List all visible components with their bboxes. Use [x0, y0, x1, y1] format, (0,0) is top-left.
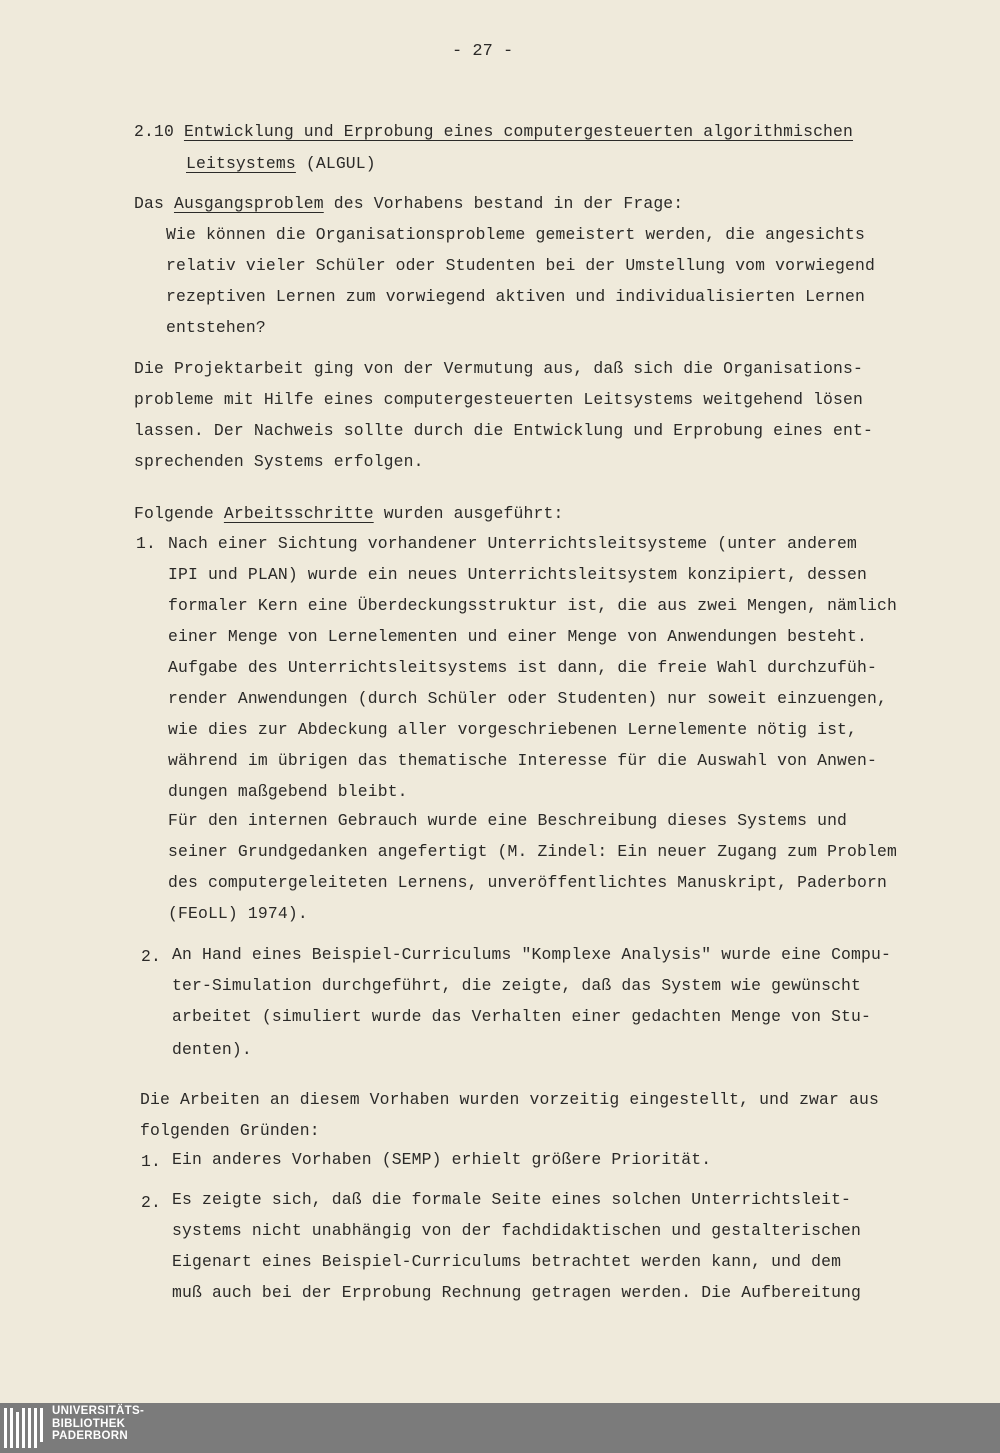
- paragraph-line: Die Projektarbeit ging von der Vermutung aus, daß sich die Organisations-: [134, 359, 863, 378]
- intro-sentence: [134, 194, 683, 213]
- step-line: einer Menge von Lernelementen und einer Menge von Anwendungen besteht.: [168, 627, 868, 646]
- question-line: relativ vieler Schüler oder Studenten bei der Umstellung vom vorwiegend: [166, 256, 876, 275]
- paragraph-line: probleme mit Hilfe eines computergesteuerten Leitsystems weitgehend lösen: [134, 390, 863, 409]
- step-line: render Anwendungen (durch Schüler oder Studenten) nur soweit einzuengen,: [168, 689, 887, 708]
- paragraph-line: sprechenden Systems erfolgen.: [134, 452, 424, 471]
- step-line: Für den internen Gebrauch wurde eine Beschreibung dieses Systems und: [168, 811, 848, 830]
- section-title-line-1: Entwicklung und Erprobung eines computergesteuerten algorithmischen: [183, 122, 854, 141]
- section-heading-line-2: [186, 154, 376, 173]
- section-number: 2.10: [134, 122, 174, 141]
- reason-line: systems nicht unabhängig von der fachdidaktischen und gestalterischen: [172, 1221, 862, 1240]
- intro-underlined-term: Ausgangsproblem: [173, 194, 324, 213]
- paragraph-line: lassen. Der Nachweis sollte durch die Entwicklung und Erprobung eines ent-: [134, 421, 873, 440]
- library-logo-icon: [2, 1406, 46, 1450]
- intro-prefix: Das: [134, 194, 164, 213]
- step-line: formaler Kern eine Überdeckungsstruktur ist, die aus zwei Mengen, nämlich: [168, 596, 897, 615]
- paragraph-line: Die Arbeiten an diesem Vorhaben wurden vorzeitig eingestellt, und zwar aus: [140, 1090, 879, 1109]
- steps-intro-underlined-term: Arbeitsschritte: [223, 504, 374, 523]
- question-line: rezeptiven Lernen zum vorwiegend aktiven und individualisierten Lernen: [166, 287, 866, 306]
- page-number: - 27 -: [452, 42, 514, 61]
- step-line: wie dies zur Abdeckung aller vorgeschriebenen Lernelemente nötig ist,: [168, 720, 858, 739]
- step-line: (FEoLL) 1974).: [168, 904, 308, 923]
- question-line: entstehen?: [166, 318, 266, 337]
- step-line: während im übrigen das thematische Interesse für die Auswahl von Anwen-: [168, 751, 878, 770]
- step-line: Aufgabe des Unterrichtsleitsystems ist dann, die freie Wahl durchzufüh-: [168, 658, 878, 677]
- reason-line: Eigenart eines Beispiel-Curriculums betrachtet werden kann, und dem: [172, 1252, 842, 1271]
- step-line: An Hand eines Beispiel-Curriculums "Komplexe Analysis" wurde eine Compu-: [172, 945, 891, 964]
- step-line: Nach einer Sichtung vorhandener Unterrichtsleitsysteme (unter anderem: [168, 534, 858, 553]
- reason-number: 2.: [141, 1193, 161, 1212]
- library-name-line: PADERBORN: [52, 1430, 128, 1442]
- library-name-line: UNIVERSITÄTS-: [52, 1405, 145, 1417]
- reason-line: muß auch bei der Erprobung Rechnung getragen werden. Die Aufbereitung: [172, 1283, 862, 1302]
- library-footer: [0, 1403, 1000, 1453]
- intro-rest: des Vorhabens bestand in der Frage:: [333, 194, 684, 213]
- section-title-underlined: Leitsystems: [186, 154, 296, 173]
- reason-line: Ein anderes Vorhaben (SEMP) erhielt größere Priorität.: [172, 1150, 712, 1169]
- steps-intro-rest: wurden ausgeführt:: [383, 504, 564, 523]
- steps-intro: [134, 504, 563, 523]
- reason-line: Es zeigte sich, daß die formale Seite eines solchen Unterrichtsleit-: [172, 1190, 852, 1209]
- library-name: [52, 1405, 144, 1443]
- section-title-acronym: (ALGUL): [305, 154, 376, 173]
- step-line: denten).: [172, 1040, 252, 1059]
- step-line: ter-Simulation durchgeführt, die zeigte, daß das System wie gewünscht: [172, 976, 862, 995]
- steps-intro-prefix: Folgende: [134, 504, 214, 523]
- step-number: 2.: [141, 947, 161, 966]
- step-number: 1.: [136, 534, 156, 553]
- step-line: arbeitet (simuliert wurde das Verhalten einer gedachten Menge von Stu-: [172, 1007, 872, 1026]
- section-heading: [134, 122, 853, 141]
- paragraph-line: folgenden Gründen:: [140, 1121, 320, 1140]
- step-line: des computergeleiteten Lernens, unveröffentlichtes Manuskript, Paderborn: [168, 873, 887, 892]
- step-line: seiner Grundgedanken angefertigt (M. Zindel: Ein neuer Zugang zum Problem: [168, 842, 897, 861]
- question-line: Wie können die Organisationsprobleme gemeistert werden, die angesichts: [166, 225, 866, 244]
- step-line: dungen maßgebend bleibt.: [168, 782, 408, 801]
- step-line: IPI und PLAN) wurde ein neues Unterrichtsleitsystem konzipiert, dessen: [168, 565, 868, 584]
- reason-number: 1.: [141, 1152, 161, 1171]
- library-name-line: BIBLIOTHEK: [52, 1417, 126, 1430]
